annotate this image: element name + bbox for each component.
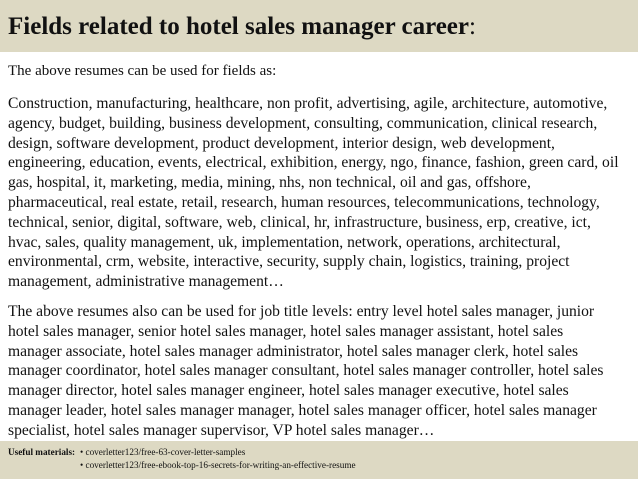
- footer-spacer: [8, 459, 80, 472]
- fields-line: hvac, sales, quality management, uk, implementation, network, operations, architectural,: [8, 233, 561, 251]
- fields-line: engineering, education, events, electrical, exhibition, energy, ngo, finance, fashion, green card, oil: [8, 154, 619, 172]
- job-titles-line: specialist, hotel sales manager supervisor, VP hotel sales manager…: [8, 421, 435, 439]
- job-titles-line: hotel sales manager, senior hotel sales manager, hotel sales manager assistant, hotel sales: [8, 322, 564, 340]
- intro-text: The above resumes can be used for fields as:: [8, 63, 277, 79]
- job-titles-line: manager director, hotel sales manager engineer, hotel sales manager executive, hotel sales: [8, 382, 569, 400]
- footer-row: [8, 459, 638, 472]
- footer-link-ebook-resume-secrets[interactable]: • coverletter123/free-ebook-top-16-secrets-for-writing-an-effective-resume: [80, 460, 356, 470]
- job-titles-line: manager associate, hotel sales manager administrator, hotel sales manager clerk, hotel sales: [8, 342, 579, 360]
- title-bar: [0, 0, 638, 52]
- fields-line: agency, budget, building, business development, consulting, communication, clinical research,: [8, 114, 598, 132]
- job-titles-paragraph: [8, 302, 634, 441]
- job-titles-line: manager coordinator, hotel sales manager consultant, hotel sales manager controller, hotel sales: [8, 362, 604, 380]
- page-title: [8, 12, 638, 42]
- fields-line: environmental, crm, website, interactive, security, supply chain, logistics, training, project: [8, 253, 570, 271]
- fields-line: management, administrative management…: [8, 273, 284, 291]
- footer-row: [8, 446, 638, 459]
- fields-line: technical, senior, digital, software, web, clinical, hr, infrastructure, business, erp, creative, ict,: [8, 213, 591, 231]
- job-titles-line: The above resumes also can be used for job title levels: entry level hotel sales manager, junior: [8, 302, 595, 320]
- job-titles-line: manager leader, hotel sales manager manager, hotel sales manager officer, hotel sales manager: [8, 401, 597, 419]
- footer-link-cover-letter-samples[interactable]: • coverletter123/free-63-cover-letter-samples: [80, 447, 246, 457]
- main-content: [8, 61, 634, 441]
- footer-label: Useful materials:: [8, 447, 76, 457]
- fields-line: design, software development, product development, interior design, web development,: [8, 134, 555, 152]
- fields-paragraph: [8, 94, 634, 292]
- fields-line: pharmaceutical, real estate, retail, research, human resources, telecommunications, technology,: [8, 193, 600, 211]
- page-title-text: Fields related to hotel sales manager career: [8, 13, 469, 40]
- footer-bar: [0, 441, 638, 479]
- fields-line: gas, hospital, it, marketing, media, mining, nhs, non technical, oil and gas, offshore,: [8, 174, 531, 192]
- page-title-colon: :: [469, 13, 476, 40]
- fields-line: Construction, manufacturing, healthcare, non profit, advertising, agile, architecture, automotive,: [8, 95, 608, 112]
